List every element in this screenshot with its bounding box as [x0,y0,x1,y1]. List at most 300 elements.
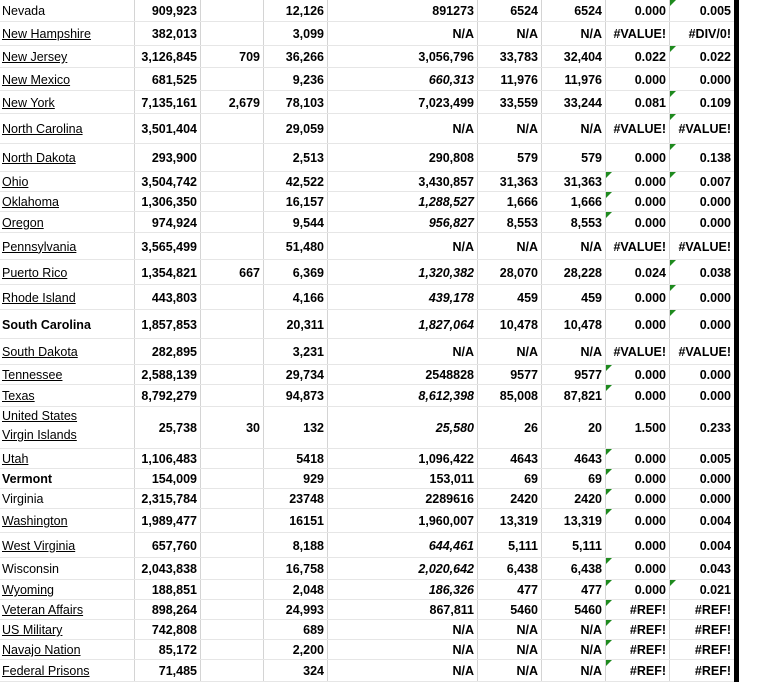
value-cell[interactable] [477,192,541,212]
value-cell[interactable] [134,533,200,558]
value-cell[interactable] [134,509,200,533]
value-cell[interactable] [263,285,327,310]
value-cell[interactable] [541,365,605,385]
value-cell[interactable] [200,469,263,489]
cell-value: 0.000 [699,472,731,486]
value-cell[interactable] [477,600,541,620]
value-cell[interactable] [541,558,605,580]
value-cell[interactable] [605,558,669,580]
value-cell[interactable] [541,660,605,682]
value-cell[interactable] [541,46,605,68]
value-cell[interactable] [263,46,327,68]
value-cell[interactable] [605,46,669,68]
value-cell[interactable] [669,260,734,285]
value-cell[interactable] [669,310,734,339]
error-indicator-icon[interactable] [670,0,676,6]
error-indicator-icon[interactable] [606,212,612,218]
row-name-cell[interactable] [0,233,134,260]
value-cell[interactable] [263,144,327,172]
error-indicator-icon[interactable] [670,172,676,178]
cell-value: 290,808 [428,151,474,165]
value-cell[interactable] [263,600,327,620]
value-cell[interactable] [605,533,669,558]
value-cell[interactable] [200,339,263,365]
value-cell[interactable] [134,91,200,114]
value-cell[interactable] [669,144,734,172]
error-cell[interactable] [605,640,669,660]
value-cell[interactable] [327,385,477,407]
table-row [0,285,734,310]
row-name-cell[interactable] [0,339,134,365]
value-cell[interactable] [477,469,541,489]
value-cell[interactable] [541,385,605,407]
error-cell[interactable] [605,660,669,682]
row-name-cell[interactable] [0,0,134,22]
value-cell[interactable] [605,310,669,339]
value-cell[interactable] [134,640,200,660]
value-cell[interactable] [263,533,327,558]
value-cell[interactable] [541,192,605,212]
value-cell[interactable] [134,339,200,365]
value-cell[interactable] [541,339,605,365]
value-cell[interactable] [669,172,734,192]
value-cell[interactable] [605,285,669,310]
value-cell[interactable] [134,600,200,620]
value-cell[interactable] [134,144,200,172]
row-name-cell[interactable] [0,172,134,192]
value-cell[interactable] [605,580,669,600]
value-cell[interactable] [477,449,541,469]
value-cell[interactable] [477,212,541,233]
error-cell[interactable] [605,233,669,260]
value-cell[interactable] [669,285,734,310]
value-cell[interactable] [134,310,200,339]
value-cell[interactable] [477,22,541,46]
value-cell[interactable] [327,233,477,260]
cell-value: 33,559 [499,95,538,110]
error-indicator-icon[interactable] [606,509,612,515]
row-name-cell[interactable] [0,46,134,68]
value-cell[interactable] [477,114,541,144]
error-indicator-icon[interactable] [670,91,676,97]
value-cell[interactable] [541,580,605,600]
value-cell[interactable] [263,212,327,233]
value-cell[interactable] [327,509,477,533]
value-cell[interactable] [263,469,327,489]
error-indicator-icon[interactable] [606,469,612,475]
value-cell[interactable] [669,385,734,407]
value-cell[interactable] [263,660,327,682]
error-cell[interactable] [669,660,734,682]
row-name-cell[interactable] [0,620,134,640]
row-name-cell[interactable] [0,285,134,310]
value-cell[interactable] [327,144,477,172]
row-name-cell[interactable] [0,114,134,144]
value-cell[interactable] [327,580,477,600]
value-cell[interactable] [263,114,327,144]
value-cell[interactable] [263,260,327,285]
error-cell[interactable] [605,620,669,640]
value-cell[interactable] [541,407,605,449]
value-cell[interactable] [605,212,669,233]
value-cell[interactable] [134,407,200,449]
value-cell[interactable] [263,68,327,91]
value-cell[interactable] [327,68,477,91]
value-cell[interactable] [200,449,263,469]
error-cell[interactable] [605,114,669,144]
value-cell[interactable] [134,660,200,682]
row-name-cell[interactable] [0,212,134,233]
value-cell[interactable] [327,285,477,310]
cell-value: 867,811 [429,603,474,617]
value-cell[interactable] [200,285,263,310]
row-name-cell[interactable] [0,192,134,212]
value-cell[interactable] [477,620,541,640]
value-cell[interactable] [605,449,669,469]
value-cell[interactable] [605,68,669,91]
value-cell[interactable] [327,91,477,114]
value-cell[interactable] [200,260,263,285]
value-cell[interactable] [541,310,605,339]
error-cell[interactable] [669,339,734,365]
value-cell[interactable] [327,365,477,385]
value-cell[interactable] [669,46,734,68]
cell-value: 10,478 [499,317,538,332]
value-cell[interactable] [541,0,605,22]
row-name-cell[interactable] [0,580,134,600]
error-indicator-icon[interactable] [670,260,676,266]
value-cell[interactable] [541,533,605,558]
value-cell[interactable] [327,620,477,640]
row-name-cell[interactable] [0,469,134,489]
value-cell[interactable] [200,365,263,385]
value-cell[interactable] [327,533,477,558]
value-cell[interactable] [263,620,327,640]
error-indicator-icon[interactable] [670,285,676,291]
value-cell[interactable] [669,509,734,533]
value-cell[interactable] [263,640,327,660]
value-cell[interactable] [669,365,734,385]
value-cell[interactable] [327,449,477,469]
value-cell[interactable] [327,172,477,192]
value-cell[interactable] [327,0,477,22]
value-cell[interactable] [477,0,541,22]
value-cell[interactable] [669,558,734,580]
row-name-cell[interactable] [0,385,134,407]
error-indicator-icon[interactable] [606,580,612,586]
error-cell[interactable] [605,600,669,620]
cell-value: 25,738 [158,421,197,435]
error-indicator-icon[interactable] [606,385,612,391]
value-cell[interactable] [200,114,263,144]
error-indicator-icon[interactable] [606,365,612,371]
cell-value: 29,059 [285,122,324,136]
value-cell[interactable] [477,285,541,310]
value-cell[interactable] [327,46,477,68]
value-cell[interactable] [327,407,477,449]
value-cell[interactable] [200,212,263,233]
row-name-cell[interactable] [0,365,134,385]
value-cell[interactable] [605,144,669,172]
error-cell[interactable] [605,22,669,46]
value-cell[interactable] [327,192,477,212]
value-cell[interactable] [669,533,734,558]
error-indicator-icon[interactable] [606,449,612,455]
value-cell[interactable] [477,260,541,285]
error-cell[interactable] [669,233,734,260]
value-cell[interactable] [200,144,263,172]
value-cell[interactable] [134,260,200,285]
value-cell[interactable] [134,212,200,233]
value-cell[interactable] [200,310,263,339]
value-cell[interactable] [477,533,541,558]
cell-value: 16151 [289,514,324,528]
value-cell[interactable] [669,580,734,600]
error-indicator-icon[interactable] [670,580,676,586]
value-cell[interactable] [477,365,541,385]
value-cell[interactable] [669,192,734,212]
value-cell[interactable] [200,640,263,660]
value-cell[interactable] [327,640,477,660]
error-indicator-icon[interactable] [670,114,676,120]
row-name-cell[interactable] [0,558,134,580]
row-name-cell[interactable] [0,640,134,660]
cell-value: 1,960,007 [418,514,474,528]
error-indicator-icon[interactable] [670,144,676,150]
value-cell[interactable] [541,640,605,660]
error-indicator-icon[interactable] [606,660,612,666]
value-cell[interactable] [134,46,200,68]
value-cell[interactable] [477,46,541,68]
table-row [0,385,734,407]
value-cell[interactable] [200,660,263,682]
row-name-cell[interactable] [0,449,134,469]
value-cell[interactable] [134,558,200,580]
value-cell[interactable] [134,580,200,600]
value-cell[interactable] [134,0,200,22]
value-cell[interactable] [263,489,327,509]
value-cell[interactable] [541,509,605,533]
value-cell[interactable] [605,407,669,449]
value-cell[interactable] [200,192,263,212]
value-cell[interactable] [327,469,477,489]
value-cell[interactable] [200,385,263,407]
value-cell[interactable] [134,192,200,212]
row-name-cell[interactable] [0,144,134,172]
value-cell[interactable] [263,385,327,407]
value-cell[interactable] [477,233,541,260]
row-name-cell[interactable] [0,533,134,558]
value-cell[interactable] [541,212,605,233]
value-cell[interactable] [263,91,327,114]
error-cell[interactable] [605,339,669,365]
value-cell[interactable] [327,22,477,46]
value-cell[interactable] [200,0,263,22]
value-cell[interactable] [200,600,263,620]
value-cell[interactable] [605,192,669,212]
value-cell[interactable] [327,310,477,339]
value-cell[interactable] [263,365,327,385]
value-cell[interactable] [327,660,477,682]
value-cell[interactable] [134,68,200,91]
value-cell[interactable] [327,558,477,580]
value-cell[interactable] [605,260,669,285]
error-cell[interactable] [669,22,734,46]
row-name-cell[interactable] [0,22,134,46]
value-cell[interactable] [134,620,200,640]
value-cell[interactable] [134,489,200,509]
row-name-cell[interactable] [0,91,134,114]
value-cell[interactable] [200,233,263,260]
value-cell[interactable] [200,489,263,509]
value-cell[interactable] [541,233,605,260]
value-cell[interactable] [477,310,541,339]
value-cell[interactable] [669,489,734,509]
value-cell[interactable] [541,600,605,620]
value-cell[interactable] [263,339,327,365]
value-cell[interactable] [327,114,477,144]
value-cell[interactable] [477,68,541,91]
value-cell[interactable] [263,449,327,469]
value-cell[interactable] [477,640,541,660]
error-indicator-icon[interactable] [606,640,612,646]
error-indicator-icon[interactable] [606,489,612,495]
value-cell[interactable] [605,91,669,114]
error-cell[interactable] [669,600,734,620]
value-cell[interactable] [669,68,734,91]
value-cell[interactable] [134,22,200,46]
value-cell[interactable] [134,365,200,385]
value-cell[interactable] [200,558,263,580]
cell-value: 0.109 [699,95,731,110]
error-indicator-icon[interactable] [606,558,612,564]
value-cell[interactable] [200,46,263,68]
value-cell[interactable] [605,469,669,489]
value-cell[interactable] [134,469,200,489]
value-cell[interactable] [477,660,541,682]
value-cell[interactable] [477,144,541,172]
row-name-cell[interactable] [0,509,134,533]
value-cell[interactable] [605,385,669,407]
value-cell[interactable] [263,407,327,449]
error-cell[interactable] [669,640,734,660]
value-cell[interactable] [263,509,327,533]
value-cell[interactable] [669,0,734,22]
value-cell[interactable] [134,285,200,310]
value-cell[interactable] [541,469,605,489]
value-cell[interactable] [669,407,734,449]
value-cell[interactable] [327,489,477,509]
value-cell[interactable] [263,558,327,580]
value-cell[interactable] [200,580,263,600]
error-indicator-icon[interactable] [606,620,612,626]
table-row [0,22,734,46]
value-cell[interactable] [541,114,605,144]
row-name-cell[interactable] [0,407,134,449]
value-cell[interactable] [200,509,263,533]
error-indicator-icon[interactable] [670,310,676,316]
value-cell[interactable] [605,172,669,192]
value-cell[interactable] [669,469,734,489]
error-indicator-icon[interactable] [606,600,612,606]
row-name-cell[interactable] [0,489,134,509]
value-cell[interactable] [263,22,327,46]
value-cell[interactable] [134,449,200,469]
value-cell[interactable] [134,114,200,144]
value-cell[interactable] [541,449,605,469]
value-cell[interactable] [327,260,477,285]
value-cell[interactable] [541,144,605,172]
value-cell[interactable] [134,233,200,260]
value-cell[interactable] [541,22,605,46]
value-cell[interactable] [263,0,327,22]
value-cell[interactable] [477,172,541,192]
value-cell[interactable] [541,489,605,509]
value-cell[interactable] [263,310,327,339]
value-cell[interactable] [477,385,541,407]
error-cell[interactable] [669,620,734,640]
value-cell[interactable] [541,285,605,310]
value-cell[interactable] [669,91,734,114]
value-cell[interactable] [605,489,669,509]
value-cell[interactable] [477,91,541,114]
cell-value: 71,485 [158,664,197,678]
value-cell[interactable] [541,620,605,640]
error-indicator-icon[interactable] [606,172,612,178]
value-cell[interactable] [200,407,263,449]
value-cell[interactable] [477,339,541,365]
value-cell[interactable] [605,365,669,385]
value-cell[interactable] [477,407,541,449]
value-cell[interactable] [263,580,327,600]
value-cell[interactable] [669,449,734,469]
value-cell[interactable] [134,172,200,192]
value-cell[interactable] [327,339,477,365]
value-cell[interactable] [541,68,605,91]
row-name-cell[interactable] [0,660,134,682]
value-cell[interactable] [263,192,327,212]
value-cell[interactable] [477,489,541,509]
row-name-cell[interactable] [0,260,134,285]
value-cell[interactable] [134,385,200,407]
value-cell[interactable] [327,212,477,233]
value-cell[interactable] [477,558,541,580]
value-cell[interactable] [200,91,263,114]
value-cell[interactable] [541,260,605,285]
value-cell[interactable] [605,509,669,533]
value-cell[interactable] [200,68,263,91]
error-cell[interactable] [669,114,734,144]
value-cell[interactable] [477,580,541,600]
value-cell[interactable] [605,0,669,22]
value-cell[interactable] [327,600,477,620]
error-indicator-icon[interactable] [670,46,676,52]
row-name-cell[interactable] [0,310,134,339]
value-cell[interactable] [541,172,605,192]
value-cell[interactable] [263,172,327,192]
value-cell[interactable] [200,533,263,558]
error-indicator-icon[interactable] [606,192,612,198]
row-name-cell[interactable] [0,600,134,620]
row-name-cell[interactable] [0,68,134,91]
value-cell[interactable] [541,91,605,114]
value-cell[interactable] [200,22,263,46]
value-cell[interactable] [669,212,734,233]
value-cell[interactable] [477,509,541,533]
value-cell[interactable] [263,233,327,260]
value-cell[interactable] [200,172,263,192]
value-cell[interactable] [200,620,263,640]
